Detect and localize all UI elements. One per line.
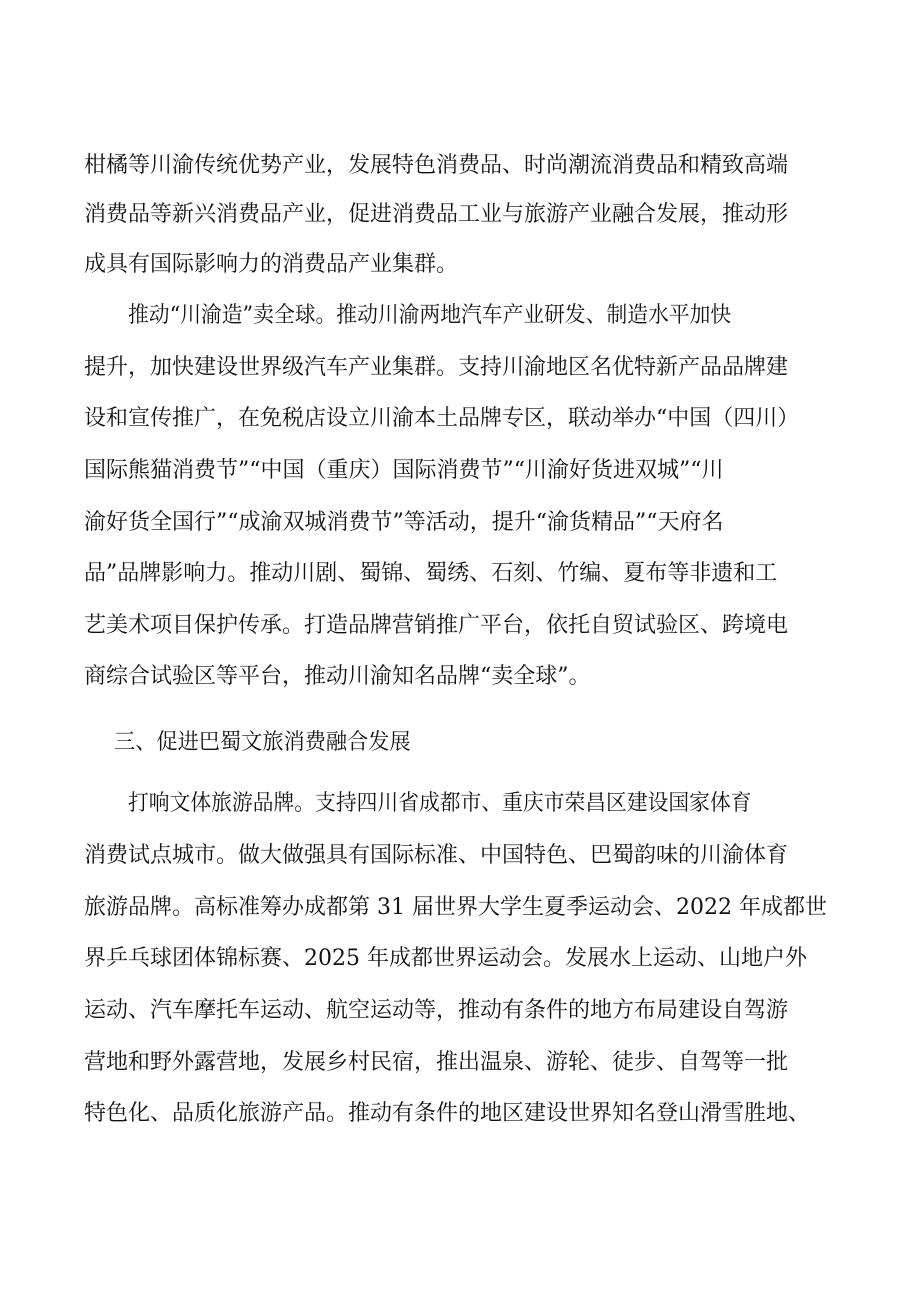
paragraph-line: 推动“川渝造”卖全球。推动川渝两地汽车产业研发、制造水平加快 bbox=[128, 303, 732, 328]
paragraph-line: 提升，加快建设世界级汽车产业集群。支持川渝地区名优特新产品品牌建 bbox=[84, 355, 789, 380]
paragraph-line: 消费试点城市。做大做强具有国际标准、中国特色、巴蜀韵味的川渝体育 bbox=[84, 843, 789, 868]
paragraph-line: 柑橘等川渝传统优势产业，发展特色消费品、时尚潮流消费品和精致高端 bbox=[84, 153, 789, 178]
paragraph-line: 国际熊猫消费节”“中国（重庆）国际消费节”“川渝好货进双城”“川 bbox=[84, 458, 724, 483]
paragraph-line: 消费品等新兴消费品产业，促进消费品工业与旅游产业融合发展，推动形 bbox=[84, 202, 789, 227]
paragraph-line: 运动、汽车摩托车运动、航空运动等，推动有条件的地方布局建设自驾游 bbox=[84, 998, 789, 1023]
paragraph-line: 旅游品牌。高标准筹办成都第 31 届世界大学生夏季运动会、2022 年成都世 bbox=[84, 895, 827, 920]
paragraph-line: 界乒乓球团体锦标赛、2025 年成都世界运动会。发展水上运动、山地户外 bbox=[84, 946, 807, 971]
paragraph-line: 成具有国际影响力的消费品产业集群。 bbox=[84, 252, 459, 277]
paragraph-line: 特色化、品质化旅游产品。推动有条件的地区建设世界知名登山滑雪胜地、 bbox=[84, 1101, 811, 1126]
paragraph-line: 营地和野外露营地，发展乡村民宿，推出温泉、游轮、徒步、自驾等一批 bbox=[84, 1050, 789, 1075]
paragraph-line: 品”品牌影响力。推动川剧、蜀锦、蜀绣、石刻、竹编、夏布等非遗和工 bbox=[84, 561, 778, 586]
section-heading: 三、促进巴蜀文旅消费融合发展 bbox=[114, 730, 411, 755]
paragraph-line: 打响文体旅游品牌。支持四川省成都市、重庆市荣昌区建设国家体育 bbox=[128, 791, 752, 816]
paragraph-line: 设和宣传推广，在免税店设立川渝本土品牌专区，联动举办“中国（四川） bbox=[84, 406, 800, 431]
paragraph-line: 渝好货全国行”“成渝双城消费节”等活动，提升“渝货精品”“天府名 bbox=[84, 510, 724, 535]
paragraph-line: 商综合试验区等平台，推动川渝知名品牌“卖全球”。 bbox=[84, 664, 591, 689]
paragraph-line: 艺美术项目保护传承。打造品牌营销推广平台，依托自贸试验区、跨境电 bbox=[84, 613, 789, 638]
